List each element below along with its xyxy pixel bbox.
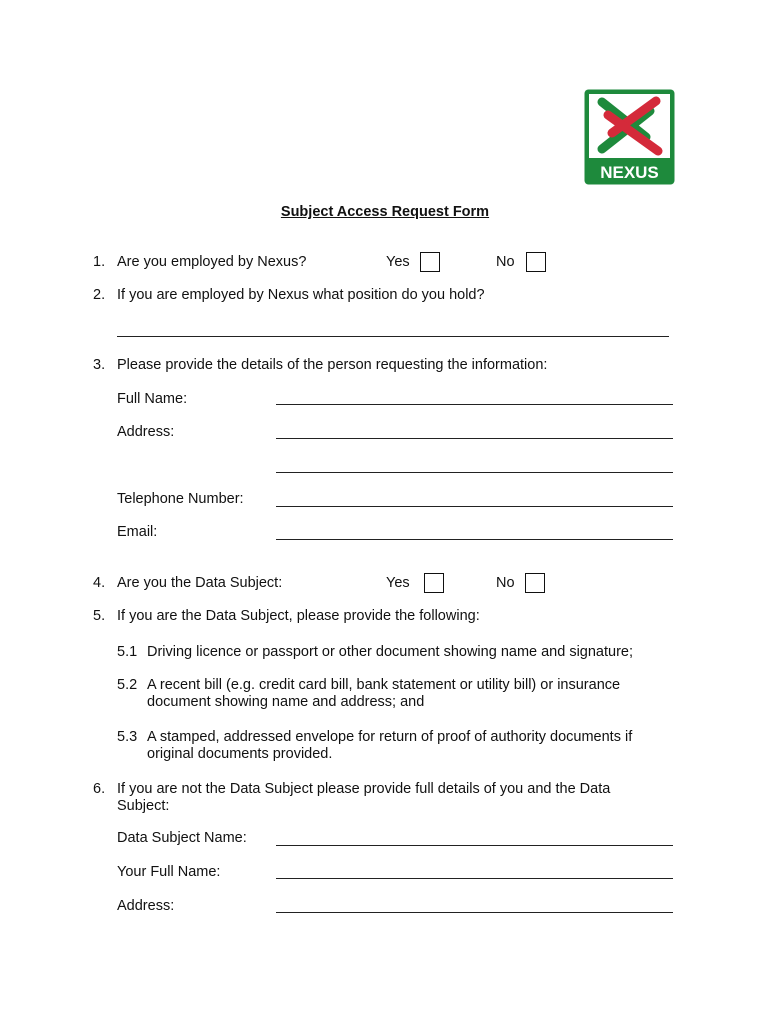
telephone-label: Telephone Number: xyxy=(117,491,244,507)
address-label: Address: xyxy=(117,424,175,440)
q1-yes-checkbox[interactable] xyxy=(420,252,440,272)
q5-item-number: 5.1 xyxy=(117,644,138,660)
q5-text: If you are the Data Subject, please provide the following: xyxy=(117,608,480,624)
q4-number: 4. xyxy=(93,575,106,591)
q5-item-number: 5.3 xyxy=(117,729,138,745)
q5-number: 5. xyxy=(93,608,106,624)
full-name-field[interactable] xyxy=(276,404,673,405)
your-full-name-field[interactable] xyxy=(276,878,673,879)
your-full-name-label: Your Full Name: xyxy=(117,864,221,880)
q1-no-label: No xyxy=(496,254,515,270)
telephone-field[interactable] xyxy=(276,506,673,507)
nexus-logo xyxy=(584,89,675,185)
q1-number: 1. xyxy=(93,254,106,270)
q3-text: Please provide the details of the person requesting the information: xyxy=(117,357,548,373)
email-label: Email: xyxy=(117,524,158,540)
q5-item-text: Driving licence or passport or other document showing name and signature; xyxy=(147,644,634,660)
q4-yes-label: Yes xyxy=(386,575,410,591)
q6-number: 6. xyxy=(93,781,106,797)
data-subject-name-field[interactable] xyxy=(276,845,673,846)
logo-text: NEXUS xyxy=(600,163,659,182)
email-field[interactable] xyxy=(276,539,673,540)
form-title: Subject Access Request Form xyxy=(280,204,490,220)
address-field-line-2[interactable] xyxy=(276,472,673,473)
q6-address-label: Address: xyxy=(117,898,175,914)
q1-yes-label: Yes xyxy=(386,254,410,270)
full-name-label: Full Name: xyxy=(117,391,188,407)
data-subject-name-label: Data Subject Name: xyxy=(117,830,247,846)
q3-number: 3. xyxy=(93,357,106,373)
q4-no-label: No xyxy=(496,575,515,591)
q4-no-checkbox[interactable] xyxy=(525,573,545,593)
q4-yes-checkbox[interactable] xyxy=(424,573,444,593)
q1-text: Are you employed by Nexus? xyxy=(117,254,307,270)
q4-text: Are you the Data Subject: xyxy=(117,575,283,591)
q2-position-field[interactable] xyxy=(117,336,669,337)
q6-address-field[interactable] xyxy=(276,912,673,913)
q6-text: If you are not the Data Subject please provide full details of you and the Data Subject: xyxy=(117,781,611,814)
q2-text: If you are employed by Nexus what position do you hold? xyxy=(117,287,485,303)
q5-item-text: A stamped, addressed envelope for return of proof of authority documents if original documents provided. xyxy=(147,729,633,762)
nexus-logo-graphic xyxy=(584,89,675,185)
q1-no-checkbox[interactable] xyxy=(526,252,546,272)
q5-item-number: 5.2 xyxy=(117,677,138,693)
q5-item-text: A recent bill (e.g. credit card bill, bank statement or utility bill) or insurance document showing name and address; and xyxy=(147,677,621,710)
q2-number: 2. xyxy=(93,287,106,303)
address-field-line-1[interactable] xyxy=(276,438,673,439)
